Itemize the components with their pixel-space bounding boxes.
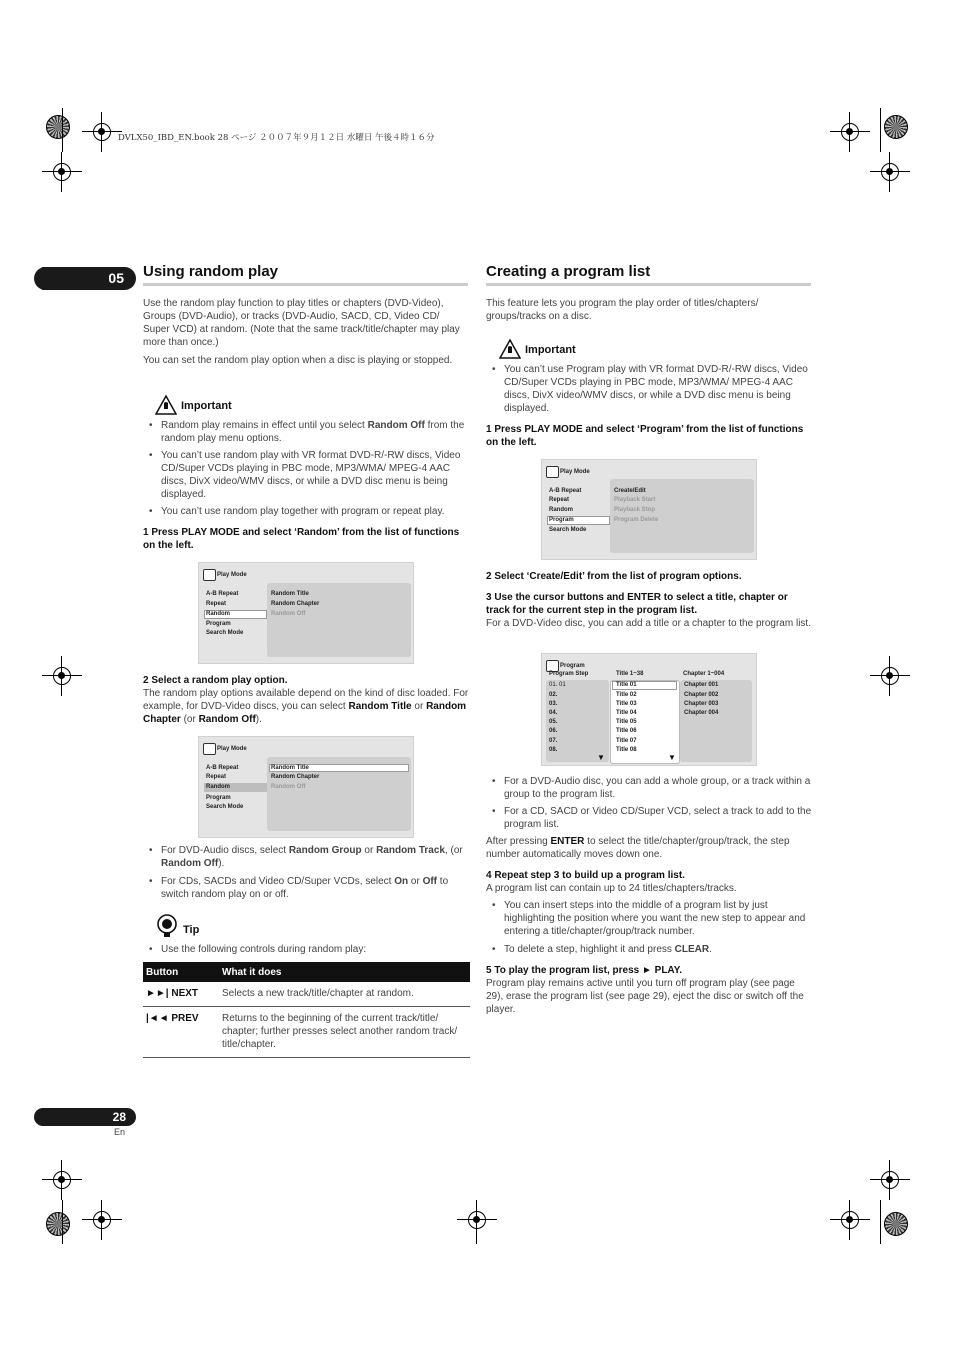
title-item: Title 01 <box>616 682 637 688</box>
title-rule <box>143 283 468 286</box>
table-header: Button <box>143 962 219 982</box>
language-code: En <box>114 1127 126 1137</box>
step-paragraph: The random play options available depend on the kind of disc loaded. For example, for DVD-Video discs, you can select Random Title or Random Chapter (or Random Off). <box>143 688 469 725</box>
program-step: 08. <box>549 747 558 753</box>
list-item: • Use the following controls during random play: <box>143 943 469 956</box>
registration-disc <box>884 115 908 139</box>
program-step: 02. <box>549 692 558 698</box>
registration-mark <box>870 1160 910 1200</box>
table-cell: Selects a new track/title/chapter at random. <box>219 982 470 1007</box>
list-item: • For a DVD-Audio disc, you can add a whole group, or a track within a group to the program list. <box>486 775 812 801</box>
table-header: What it does <box>219 962 470 982</box>
list-item: • For DVD-Audio discs, select Random Group or Random Track, (or Random Off). <box>143 844 469 870</box>
registration-mark <box>830 112 870 152</box>
controls-table <box>143 962 470 1058</box>
option-item: Random Off <box>271 784 306 790</box>
right-section-title: Creating a program list <box>486 263 651 280</box>
scroll-down-icon: ▼ <box>668 753 676 762</box>
screen-icon <box>203 743 216 755</box>
menu-item: A-B Repeat <box>206 765 239 771</box>
menu-item: Search Mode <box>206 630 244 636</box>
table-cell: |◄◄ PREV <box>143 1007 219 1058</box>
chapter-item: Chapter 002 <box>684 692 719 698</box>
menu-item: A-B Repeat <box>549 488 582 494</box>
play-mode-screen <box>198 736 414 838</box>
option-item: Playback Stop <box>614 507 656 513</box>
menu-item: Repeat <box>549 497 570 503</box>
step-heading: 1 Press PLAY MODE and select ‘Program’ from the list of functions on the left. <box>486 424 804 448</box>
list-item: • You can’t use random play together with program or repeat play. <box>143 505 473 518</box>
title-item: Title 04 <box>616 710 637 716</box>
print-header: DVLX50_IBD_EN.book 28 ページ ２００７年９月１２日 水曜日 午後４時１６分 <box>118 133 435 143</box>
table-row <box>143 1007 470 1058</box>
screen-title: Play Mode <box>560 469 590 475</box>
step-paragraph: Program play remains active until you turn off program play (see page 29), erase the program list (see page 29), eject the disc or switch off the player. <box>486 978 804 1015</box>
intro-paragraph: This feature lets you program the play order of titles/chapters/ groups/tracks on a disc. <box>486 298 759 322</box>
left-section-title: Using random play <box>143 263 279 280</box>
tip-icon <box>156 914 178 938</box>
list-item: • You can insert steps into the middle of a program list by just highlighting the position where you want the new step to appear and entering a title/chapter/group/track number. <box>486 899 812 938</box>
step-heading: 1 Press PLAY MODE and select ‘Random’ from the list of functions on the left. <box>143 527 460 551</box>
menu-item: Repeat <box>206 774 227 780</box>
screen-title: Program <box>560 663 585 669</box>
option-item: Random Chapter <box>271 774 320 780</box>
step-paragraph: A program list can contain up to 24 titles/chapters/tracks. <box>486 883 737 894</box>
registration-mark <box>457 1200 497 1240</box>
crop-line <box>476 1222 477 1244</box>
list-item: • Random play remains in effect until you select Random Off from the random play menu options. <box>143 419 469 445</box>
important-icon <box>155 395 177 415</box>
intro-paragraph: You can set the random play option when a disc is playing or stopped. <box>143 355 453 366</box>
program-step: 07. <box>549 738 558 744</box>
registration-disc <box>884 1212 908 1236</box>
title-item: Title 06 <box>616 728 637 734</box>
registration-mark <box>42 1160 82 1200</box>
crop-line <box>62 108 63 152</box>
registration-mark <box>82 112 122 152</box>
title-item: Title 02 <box>616 692 637 698</box>
step-paragraph: After pressing ENTER to select the title/chapter/group/track, the step number automatically moves down one. <box>486 836 790 860</box>
important-label: Important <box>181 400 232 412</box>
step-heading: 5 To play the program list, press ► PLAY. <box>486 965 683 976</box>
screen-title: Play Mode <box>217 572 247 578</box>
menu-item: Random <box>206 611 230 617</box>
registration-mark <box>82 1200 122 1240</box>
menu-item: A-B Repeat <box>206 591 239 597</box>
play-mode-screen <box>198 562 414 664</box>
program-list-screen <box>541 653 757 766</box>
important-icon <box>499 339 521 359</box>
menu-item: Program <box>206 621 231 627</box>
crop-line <box>880 1200 881 1244</box>
important-label: Important <box>525 344 576 356</box>
menu-item: Search Mode <box>206 804 244 810</box>
step-heading: 2 Select ‘Create/Edit’ from the list of program options. <box>486 571 742 582</box>
registration-mark <box>870 656 910 696</box>
title-item: Title 08 <box>616 747 637 753</box>
registration-mark <box>42 152 82 192</box>
menu-item: Program <box>549 517 574 523</box>
menu-item: Random <box>549 507 573 513</box>
menu-item: Program <box>206 795 231 801</box>
column-header: Chapter 1~004 <box>683 671 725 677</box>
program-step: 06. <box>549 728 558 734</box>
registration-mark <box>42 656 82 696</box>
list-item: • For CDs, SACDs and Video CD/Super VCDs, select On or Off to switch random play on or off. <box>143 875 469 901</box>
column-header: Title 1~38 <box>616 671 644 677</box>
crop-line <box>62 1200 63 1244</box>
column-header: Program Step <box>549 671 589 677</box>
registration-disc <box>46 115 70 139</box>
tip-label: Tip <box>183 924 200 936</box>
option-item: Random Title <box>271 765 309 771</box>
step-paragraph: For a DVD-Video disc, you can add a title or a chapter to the program list. <box>486 618 811 629</box>
title-item: Title 05 <box>616 719 637 725</box>
chapter-tab: 05 <box>42 267 136 290</box>
scroll-down-icon: ▼ <box>597 753 605 762</box>
option-item: Random Title <box>271 591 309 597</box>
menu-item: Search Mode <box>549 527 587 533</box>
crop-line <box>880 108 881 152</box>
table-cell: Returns to the beginning of the current track/title/ chapter; further presses select another random track/ title/chapter. <box>219 1007 470 1058</box>
program-menu-screen <box>541 459 757 560</box>
step-heading: 2 Select a random play option. <box>143 675 288 686</box>
program-step: 03. <box>549 701 558 707</box>
option-item: Random Off <box>271 611 306 617</box>
menu-item: Repeat <box>206 601 227 607</box>
step-heading: 4 Repeat step 3 to build up a program list. <box>486 870 685 881</box>
registration-mark <box>870 152 910 192</box>
table-cell: ►►| NEXT <box>143 982 219 1007</box>
menu-item: Random <box>206 784 230 790</box>
page-number: 28 <box>42 1108 136 1126</box>
program-step: 05. <box>549 719 558 725</box>
program-step: 04. <box>549 710 558 716</box>
chapter-item: Chapter 003 <box>684 701 719 707</box>
program-step: 01. 01 <box>549 682 566 688</box>
option-item: Create/Edit <box>614 488 646 494</box>
option-item: Program Delete <box>614 517 659 523</box>
chapter-item: Chapter 001 <box>684 682 719 688</box>
title-item: Title 07 <box>616 738 637 744</box>
screen-title: Play Mode <box>217 746 247 752</box>
table-row <box>143 982 470 1007</box>
option-item: Random Chapter <box>271 601 320 607</box>
registration-mark <box>830 1200 870 1240</box>
step-heading: 3 Use the cursor buttons and ENTER to select a title, chapter or track for the current step in the program list. <box>486 592 788 616</box>
list-item: • To delete a step, highlight it and press CLEAR. <box>486 943 812 956</box>
title-item: Title 03 <box>616 701 637 707</box>
screen-icon <box>546 466 559 478</box>
option-item: Playback Start <box>614 497 656 503</box>
intro-paragraph: Use the random play function to play titles or chapters (DVD-Video), Groups (DVD-Audio), or tracks (DVD-Audio, SACD, CD, Video CD/ Super VCD) at random. (Note that the same track/title/chapter may play more than once.) <box>143 298 460 348</box>
list-item: • You can’t use Program play with VR format DVD-R/-RW discs, Video CD/Super VCDs playing in PBC mode, MP3/WMA/ MPEG-4 AAC discs, DivX video/WMV discs, or while a DVD disc menu is being displayed. <box>486 363 812 415</box>
title-rule <box>486 283 811 286</box>
screen-icon <box>203 569 216 581</box>
list-item: • For a CD, SACD or Video CD/Super VCD, select a track to add to the program list. <box>486 805 812 831</box>
chapter-item: Chapter 004 <box>684 710 719 716</box>
registration-disc <box>46 1212 70 1236</box>
table-header-row <box>143 962 470 982</box>
list-item: • You can’t use random play with VR format DVD-R/-RW discs, Video CD/Super VCDs playing in PBC mode, MP3/WMA/ MPEG-4 AAC discs, DivX video/WMV discs, or while a DVD disc menu is being displayed. <box>143 449 469 501</box>
